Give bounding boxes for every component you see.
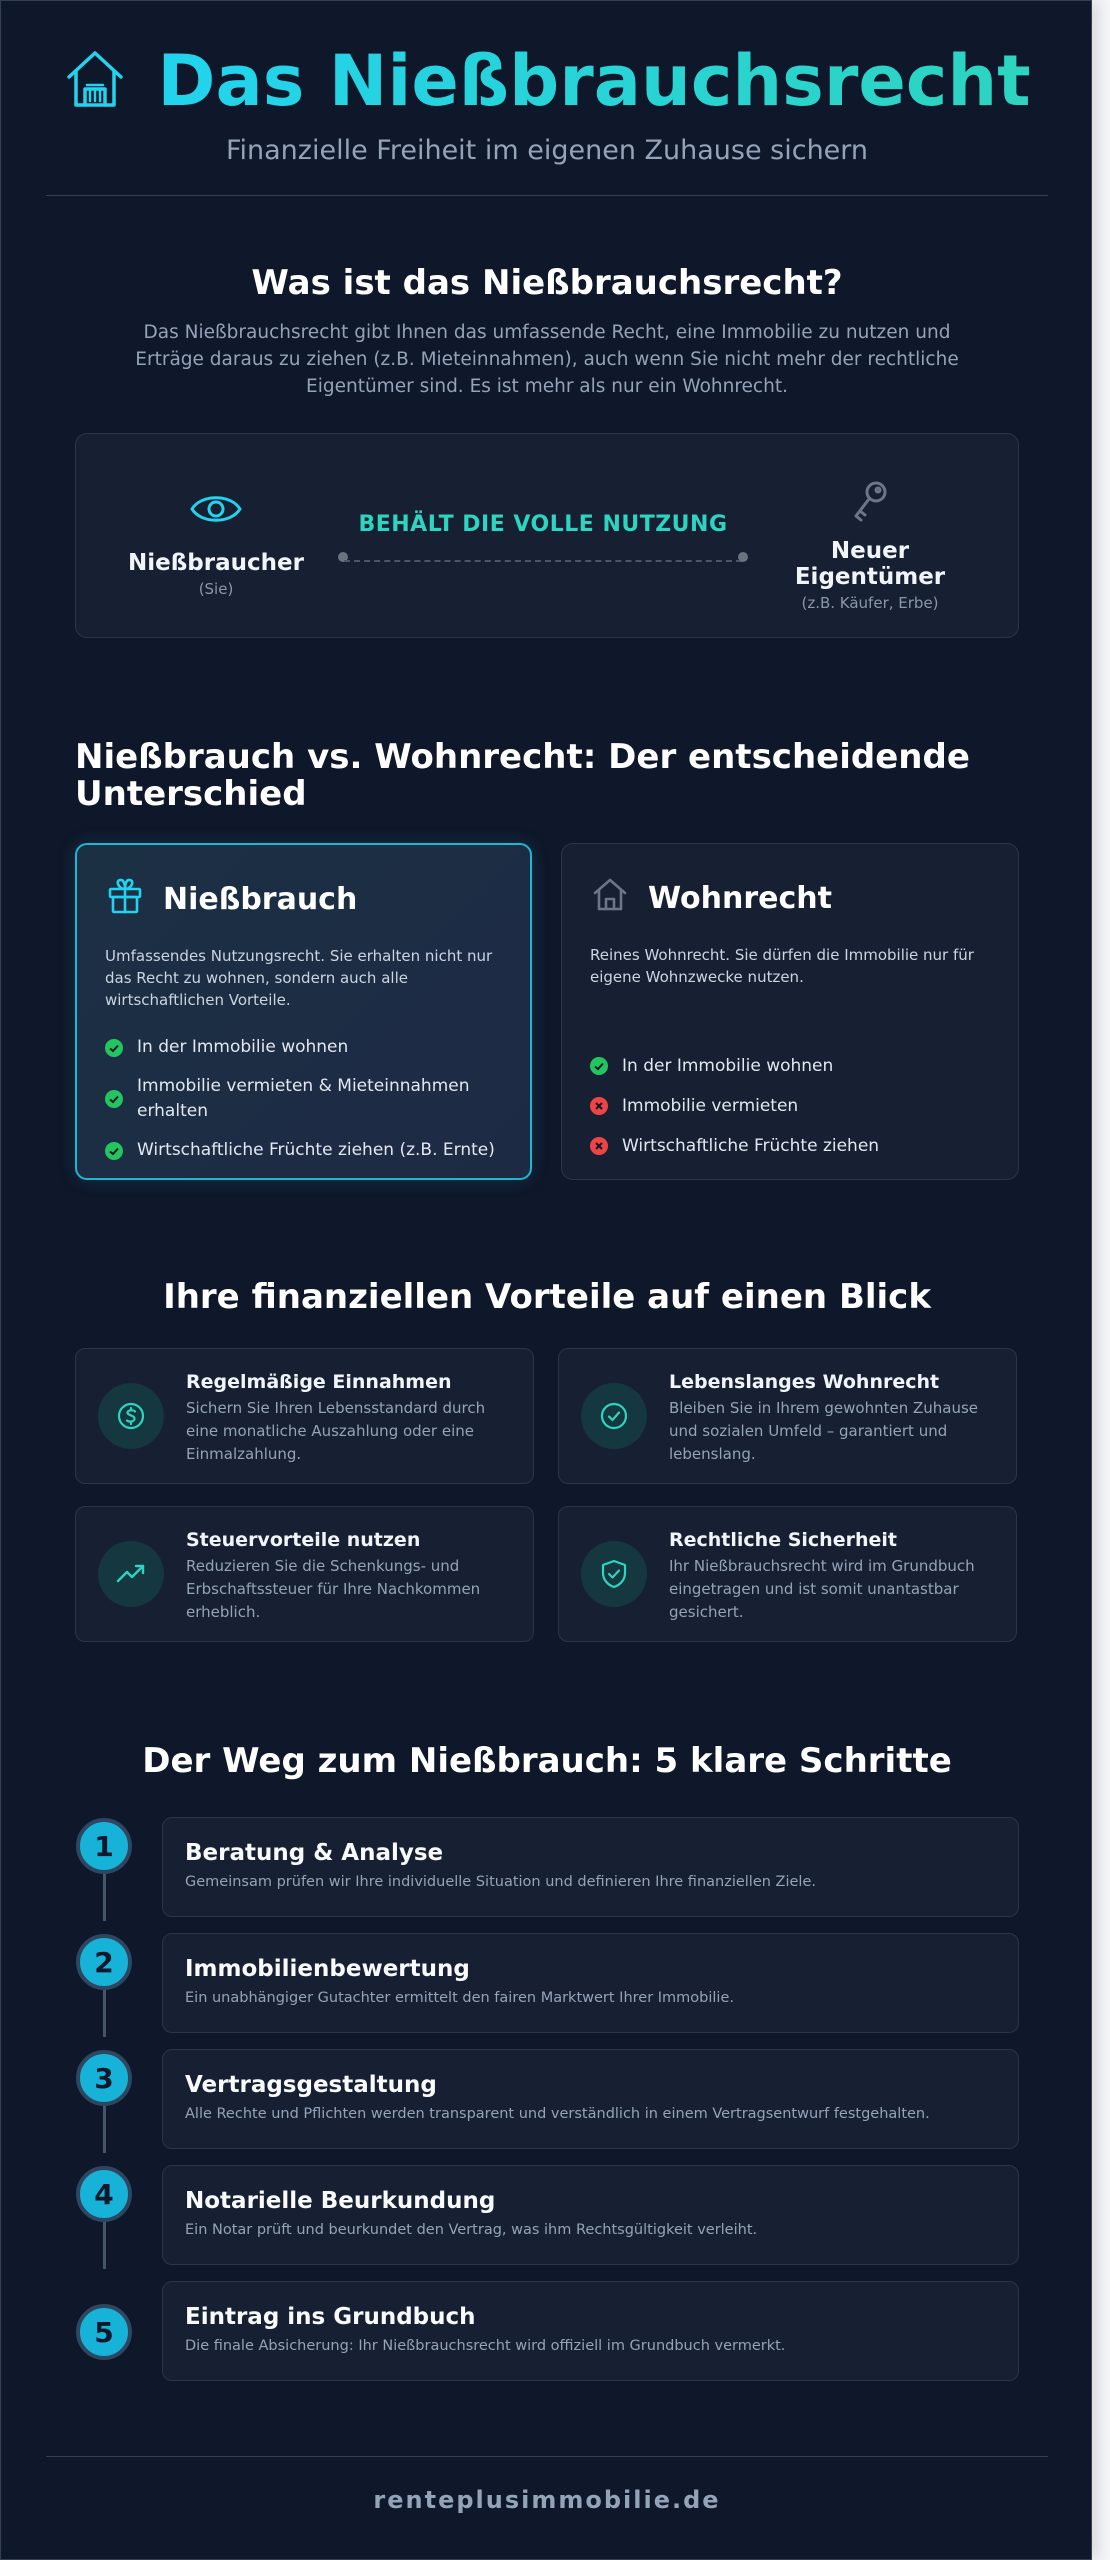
card-wohnrecht [561,843,1019,1180]
step-title: Vertragsgestaltung [185,2072,437,2098]
section-title-intro: Was ist das Nießbrauchsrecht? [251,263,843,303]
relationship-label: BEHÄLT DIE VOLLE NUTZUNG [358,512,728,537]
shield-check-icon [581,1541,647,1607]
step-card [162,2049,1019,2149]
card-description: Reines Wohnrecht. Sie dürfen die Immobilie nur für eigene Wohnzwecke nutzen. [590,946,974,986]
house-icon [63,47,127,115]
cross-icon [590,1097,608,1115]
feature-list [590,1046,879,1166]
feature-text: Immobilie vermieten [622,1095,799,1116]
step-title: Beratung & Analyse [185,1840,444,1866]
list-item [590,1086,879,1126]
step-title: Notarielle Beurkundung [185,2188,496,2214]
check-circle-icon [581,1383,647,1449]
usufructuary [116,482,316,598]
step-title: Immobilienbewertung [185,1956,470,1982]
eye-icon [189,521,243,540]
relationship-connector [338,512,748,561]
feature-text: Wirtschaftliche Früchte ziehen (z.B. Ernte) [137,1140,495,1160]
cross-icon [590,1137,608,1155]
step-number: 5 [76,2304,132,2360]
benefit-description: Bleiben Sie in Ihrem gewohnten Zuhause und sozialen Umfeld – garantiert und lebenslang. [669,1399,979,1463]
check-icon [105,1142,123,1160]
new-owner-sub: (z.B. Käufer, Erbe) [801,594,939,612]
step-number: 2 [76,1934,132,1990]
timeline-connector [103,2219,106,2269]
list-item [105,1074,502,1124]
benefit-description: Ihr Nießbrauchsrecht wird im Grundbuch eingetragen und ist somit unantastbar gesichert. [669,1557,975,1621]
intro-text: Das Nießbrauchsrecht gibt Ihnen das umfassende Recht, eine Immobilie zu nutzen und Erträge daraus zu ziehen (z.B. Mieteinnahmen), auch wenn Sie nicht mehr der rechtliche Eigentümer sind. Es ist mehr als nur ein Wohnrecht. [135,322,959,397]
step-card [162,2165,1019,2265]
step-card [162,1933,1019,2033]
card-description: Umfassendes Nutzungsrecht. Sie erhalten nicht nur das Recht zu wohnen, sondern auch alle wirtschaftlichen Vorteile. [105,947,493,1009]
benefit-card [558,1348,1017,1484]
step-number: 4 [76,2166,132,2222]
benefit-card [75,1506,534,1642]
dollar-circle-icon [98,1383,164,1449]
benefit-description: Reduzieren Sie die Schenkungs- und Erbschaftssteuer für Ihre Nachkommen erheblich. [186,1557,481,1621]
feature-text: Wirtschaftliche Früchte ziehen [622,1135,880,1156]
step-description: Ein Notar prüft und beurkundet den Vertrag, was ihm Rechtsgültigkeit verleiht. [185,2222,758,2238]
card-title: Wohnrecht [648,880,832,916]
key-icon [846,509,894,528]
step-description: Die finale Absicherung: Ihr Nießbrauchsrecht wird offiziell im Grundbuch vermerkt. [185,2338,786,2354]
list-item [590,1126,879,1166]
step-card [162,2281,1019,2381]
timeline-connector [103,2103,106,2153]
list-item [590,1046,879,1086]
feature-text: In der Immobilie wohnen [137,1037,349,1057]
step-description: Alle Rechte und Pflichten werden transparent und verständlich in einem Vertragsentwurf festgehalten. [185,2106,930,2122]
benefit-title: Rechtliche Sicherheit [669,1529,897,1551]
section-title-comparison: Nießbrauch vs. Wohnrecht: Der entscheidende Unterschied [75,737,970,814]
dashed-connector [338,551,748,561]
feature-text: In der Immobilie wohnen [622,1055,834,1076]
gift-icon [105,875,145,923]
card-niessbrauch [75,843,532,1180]
section-title-benefits: Ihre finanziellen Vorteile auf einen Blick [163,1277,931,1317]
divider [46,2456,1048,2457]
step-number: 1 [76,1818,132,1874]
usufructuary-sub: (Sie) [198,580,234,598]
step-description: Gemeinsam prüfen wir Ihre individuelle Situation und definieren Ihre finanziellen Ziele. [185,1874,816,1890]
usufructuary-label: Nießbraucher [128,550,304,576]
page-subtitle: Finanzielle Freiheit im eigenen Zuhause sichern [225,135,869,166]
trending-up-icon [98,1541,164,1607]
relationship-card [75,433,1019,638]
divider [46,195,1048,196]
check-icon [105,1039,123,1057]
footer-domain: renteplusimmobilie.de [373,2486,721,2514]
benefit-title: Regelmäßige Einnahmen [186,1371,452,1393]
list-item [105,1035,502,1060]
header [1,40,1093,166]
check-icon [105,1090,123,1108]
step-description: Ein unabhängiger Gutachter ermittelt den fairen Marktwert Ihrer Immobilie. [185,1990,734,2006]
new-owner-label: Neuer Eigentümer [794,538,946,590]
step-number: 3 [76,2050,132,2106]
page-title: Das Nießbrauchsrecht [157,40,1031,122]
home-outline-icon [590,874,630,922]
benefit-card [558,1506,1017,1642]
step-card [162,1817,1019,1917]
check-icon [590,1057,608,1075]
feature-text: Immobilie vermieten & Mieteinnahmen erhalten [137,1076,470,1121]
benefit-description: Sichern Sie Ihren Lebensstandard durch eine monatliche Auszahlung oder eine Einmalzahlung. [186,1399,486,1463]
section-title-steps: Der Weg zum Nießbrauch: 5 klare Schritte [142,1741,952,1781]
feature-list [105,1035,502,1163]
timeline-connector [103,1987,106,2037]
step-title: Eintrag ins Grundbuch [185,2304,476,2330]
new-owner [770,476,970,612]
list-item [105,1138,502,1163]
benefit-title: Lebenslanges Wohnrecht [669,1371,940,1393]
timeline-connector [103,1871,106,1921]
benefit-card [75,1348,534,1484]
benefit-title: Steuervorteile nutzen [186,1529,421,1551]
card-title: Nießbrauch [163,881,358,917]
